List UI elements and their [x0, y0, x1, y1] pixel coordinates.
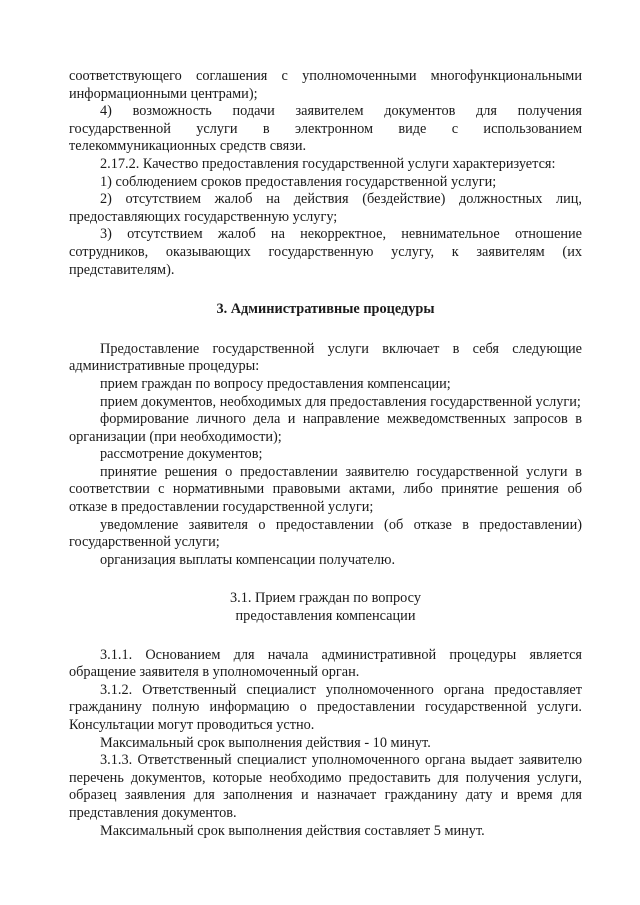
paragraph-procedure-6: уведомление заявителя о предоставлении (об отказе в предоставлении) государственной услуги;: [69, 516, 582, 551]
paragraph-quality-1: 1) соблюдением сроков предоставления государственной услуги;: [100, 173, 497, 190]
paragraph-3-1-2: 3.1.2. Ответственный специалист уполномоченного органа предоставляет гражданину полную информацию о предоставлении государственной услуги. Консультации могут проводиться устно.: [69, 681, 582, 733]
paragraph-quality-3: 3) отсутствием жалоб на некорректное, невнимательное отношение сотрудников, оказывающих государственную услугу, к заявителям (их представителям).: [69, 226, 582, 278]
paragraph-procedure-7: организация выплаты компенсации получателю.: [100, 551, 396, 568]
paragraph-procedure-1: прием граждан по вопросу предоставления компенсации;: [100, 375, 451, 392]
subsection-title-line-2: предоставления компенсации: [235, 608, 416, 625]
paragraph-procedure-5: принятие решения о предоставлении заявителю государственной услуги в соответствии с нормативными правовыми актами, либо принятие решения об отказе в предоставлении государственной услуги;: [69, 463, 582, 516]
paragraph-max-time-1: Максимальный срок выполнения действия - 10 минут.: [100, 734, 431, 751]
paragraph-procedure-3: формирование личного дела и направление межведомственных запросов в организации (при необходимости);: [69, 411, 582, 445]
paragraph-3-1-1: 3.1.1. Основанием для начала административной процедуры является обращение заявителя в уполномоченный орган.: [69, 646, 582, 681]
paragraph-procedure-2: прием документов, необходимых для предоставления государственной услуги;: [100, 393, 581, 410]
paragraph-max-time-2: Максимальный срок выполнения действия составляет 5 минут.: [100, 822, 485, 839]
paragraph-item-4: 4) возможность подачи заявителем документов для получения государственной услуги в электронном виде с использованием телекоммуникационных средств связи.: [69, 103, 582, 155]
paragraph-quality-2: 2) отсутствием жалоб на действия (бездействие) должностных лиц, предоставляющих государственную услугу;: [69, 191, 582, 225]
subsection-title-line-1: 3.1. Прием граждан по вопросу: [230, 590, 421, 607]
paragraph-2-17-2: 2.17.2. Качество предоставления государственной услуги характеризуется:: [100, 155, 556, 172]
paragraph-3-1-3: 3.1.3. Ответственный специалист уполномоченного органа выдает заявителю перечень документов, которые необходимо предоставить для получения услуги, образец заявления для заполнения и назначает гражданину дату и время для представления документов.: [69, 752, 582, 821]
paragraph-intro: Предоставление государственной услуги включает в себя следующие административные процедуры:: [69, 340, 582, 375]
section-title: 3. Административные процедуры: [216, 301, 435, 318]
paragraph-procedure-4: рассмотрение документов;: [100, 446, 263, 463]
paragraph-continuation: соответствующего соглашения с уполномоченными многофункциональными информационными центрами);: [69, 68, 582, 102]
subsection-title: [69, 590, 582, 625]
